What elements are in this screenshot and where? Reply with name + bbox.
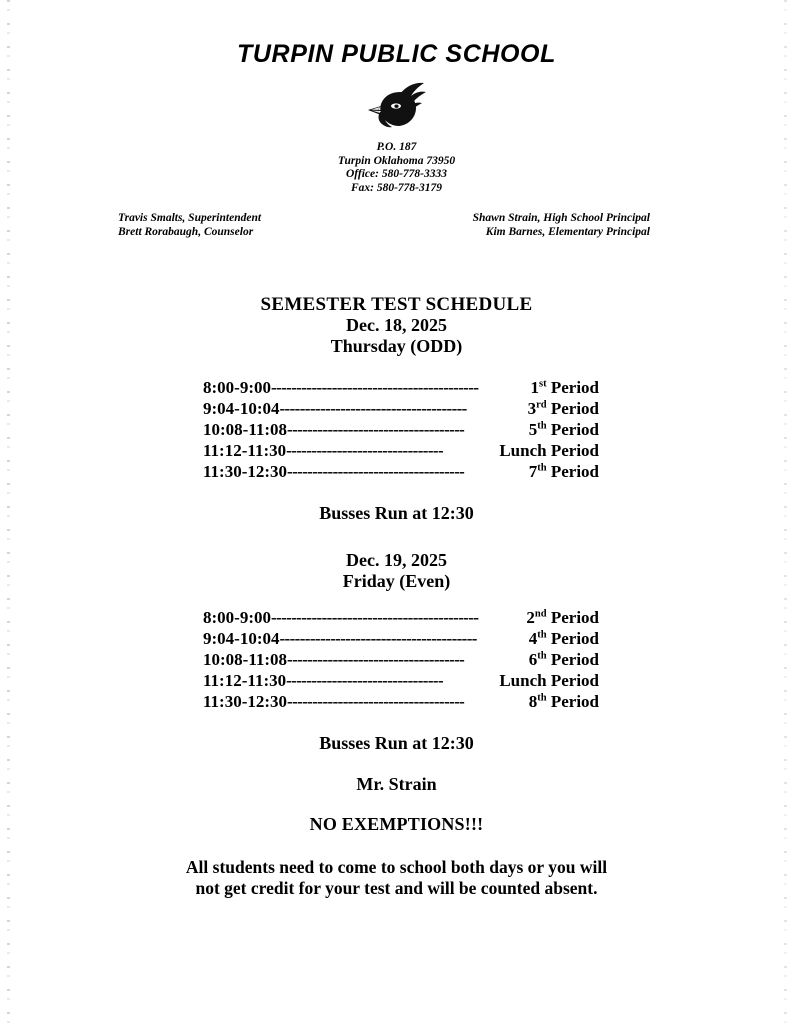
schedule-period: [528, 398, 599, 419]
leader-dots: ---------------------------------------: [279, 629, 477, 648]
schedule-time: 11:30-12:30: [203, 462, 288, 481]
period-suffix: st: [538, 378, 547, 390]
page-title: SEMESTER TEST SCHEDULE: [260, 294, 533, 315]
thursday-date: Dec. 18, 2025: [346, 315, 447, 335]
schedule-time: 10:08-11:08: [203, 420, 288, 439]
schedule-table-odd: [203, 377, 599, 482]
staff-directory: [118, 212, 650, 239]
schedule-time: 8:00-9:00: [203, 378, 271, 397]
period-word: Period: [546, 692, 599, 711]
period-suffix: th: [537, 420, 547, 432]
staff-superintendent: Travis Smalts, Superintendent: [118, 212, 262, 224]
period-number: 7: [528, 462, 538, 481]
schedule-period: [499, 670, 599, 691]
period-word: Period: [546, 650, 599, 669]
schedule-period: [526, 607, 599, 628]
period-word: Period: [546, 420, 599, 439]
table-row: [203, 691, 599, 712]
leader-dots: -------------------------------: [286, 671, 444, 690]
period-word: Period: [546, 399, 599, 418]
schedule-period: [529, 419, 599, 440]
schedule-time: 11:12-11:30: [203, 441, 287, 460]
period-word: Period: [546, 629, 599, 648]
closing-line-2: not get credit for your test and will be counted absent.: [195, 878, 598, 898]
period-word: Lunch Period: [499, 671, 599, 690]
table-row: [203, 440, 599, 461]
schedule-period: [529, 649, 599, 670]
staff-column-left: [118, 212, 261, 239]
table-row: [203, 377, 599, 398]
busses-note-friday: Busses Run at 12:30: [319, 733, 474, 753]
period-suffix: nd: [534, 608, 547, 620]
table-row: [203, 670, 599, 691]
leader-dots: -----------------------------------: [287, 692, 465, 711]
school-logo: [0, 82, 793, 132]
table-row: [203, 419, 599, 440]
schedule-time: 9:04-10:04: [203, 399, 280, 418]
leader-dots: -----------------------------------: [287, 420, 465, 439]
period-number: 1: [530, 378, 539, 397]
contact-po-box: P.O. 187: [376, 141, 417, 153]
signature-line: Mr. Strain: [356, 774, 437, 794]
friday-day-label: Friday (Even): [342, 571, 451, 591]
period-number: 5: [528, 420, 538, 439]
period-word: Period: [546, 608, 599, 627]
staff-elementary-principal: Kim Barnes, Elementary Principal: [485, 225, 650, 238]
document-heading: [0, 294, 793, 357]
schedule-period: [530, 377, 599, 398]
no-exemptions-notice: NO EXEMPTIONS!!!: [309, 814, 484, 834]
schedule-period: [529, 691, 599, 712]
closing-line-1: All students need to come to school both days or you will: [185, 857, 608, 877]
period-suffix: rd: [536, 399, 547, 411]
schedule-time: 11:30-12:30: [203, 692, 288, 711]
schedule-period: [529, 628, 599, 649]
schedule-time: 10:08-11:08: [203, 650, 288, 669]
leader-dots: -----------------------------------------: [270, 608, 479, 627]
schedule-period: [499, 440, 599, 461]
period-number: 4: [528, 629, 538, 648]
contact-fax: Fax: 580-778-3179: [350, 181, 443, 194]
schedule-time: 8:00-9:00: [203, 608, 271, 627]
period-number: 3: [527, 399, 537, 418]
period-number: 6: [528, 650, 538, 669]
table-row: [203, 607, 599, 628]
staff-counselor: Brett Rorabaugh, Counselor: [118, 225, 254, 238]
period-word: Period: [546, 378, 599, 397]
staff-column-right: [473, 212, 650, 239]
period-word: Period: [546, 462, 599, 481]
schedule-time: 9:04-10:04: [203, 629, 280, 648]
cardinal-mascot-icon: [366, 82, 428, 132]
table-row: [203, 398, 599, 419]
leader-dots: -----------------------------------: [287, 650, 465, 669]
leader-dots: -----------------------------------: [287, 462, 465, 481]
contact-office-phone: Office: 580-778-3333: [345, 168, 448, 181]
period-word: Lunch Period: [499, 441, 599, 460]
busses-note-thursday: Busses Run at 12:30: [319, 503, 474, 523]
schedule-table-even: [203, 607, 599, 712]
table-row: [203, 628, 599, 649]
friday-heading: [0, 550, 793, 592]
leader-dots: -------------------------------: [286, 441, 444, 460]
schedule-time: 11:12-11:30: [203, 671, 287, 690]
school-contact-block: [0, 141, 793, 195]
period-suffix: th: [537, 462, 547, 474]
closing-statement: [0, 857, 793, 899]
thursday-day-label: Thursday (ODD): [330, 336, 463, 356]
schedule-period: [529, 461, 599, 482]
leader-dots: -------------------------------------: [279, 399, 467, 418]
table-row: [203, 649, 599, 670]
period-number: 8: [528, 692, 538, 711]
period-suffix: th: [537, 650, 547, 662]
table-row: [203, 461, 599, 482]
school-name-title: TURPIN PUBLIC SCHOOL: [237, 40, 556, 68]
leader-dots: -----------------------------------------: [270, 378, 479, 397]
contact-city-state-zip: Turpin Oklahoma 73950: [337, 154, 456, 167]
staff-high-school-principal: Shawn Strain, High School Principal: [472, 212, 650, 224]
period-suffix: th: [537, 692, 547, 704]
friday-date: Dec. 19, 2025: [346, 550, 447, 570]
period-suffix: th: [537, 629, 547, 641]
period-number: 2: [526, 608, 535, 627]
